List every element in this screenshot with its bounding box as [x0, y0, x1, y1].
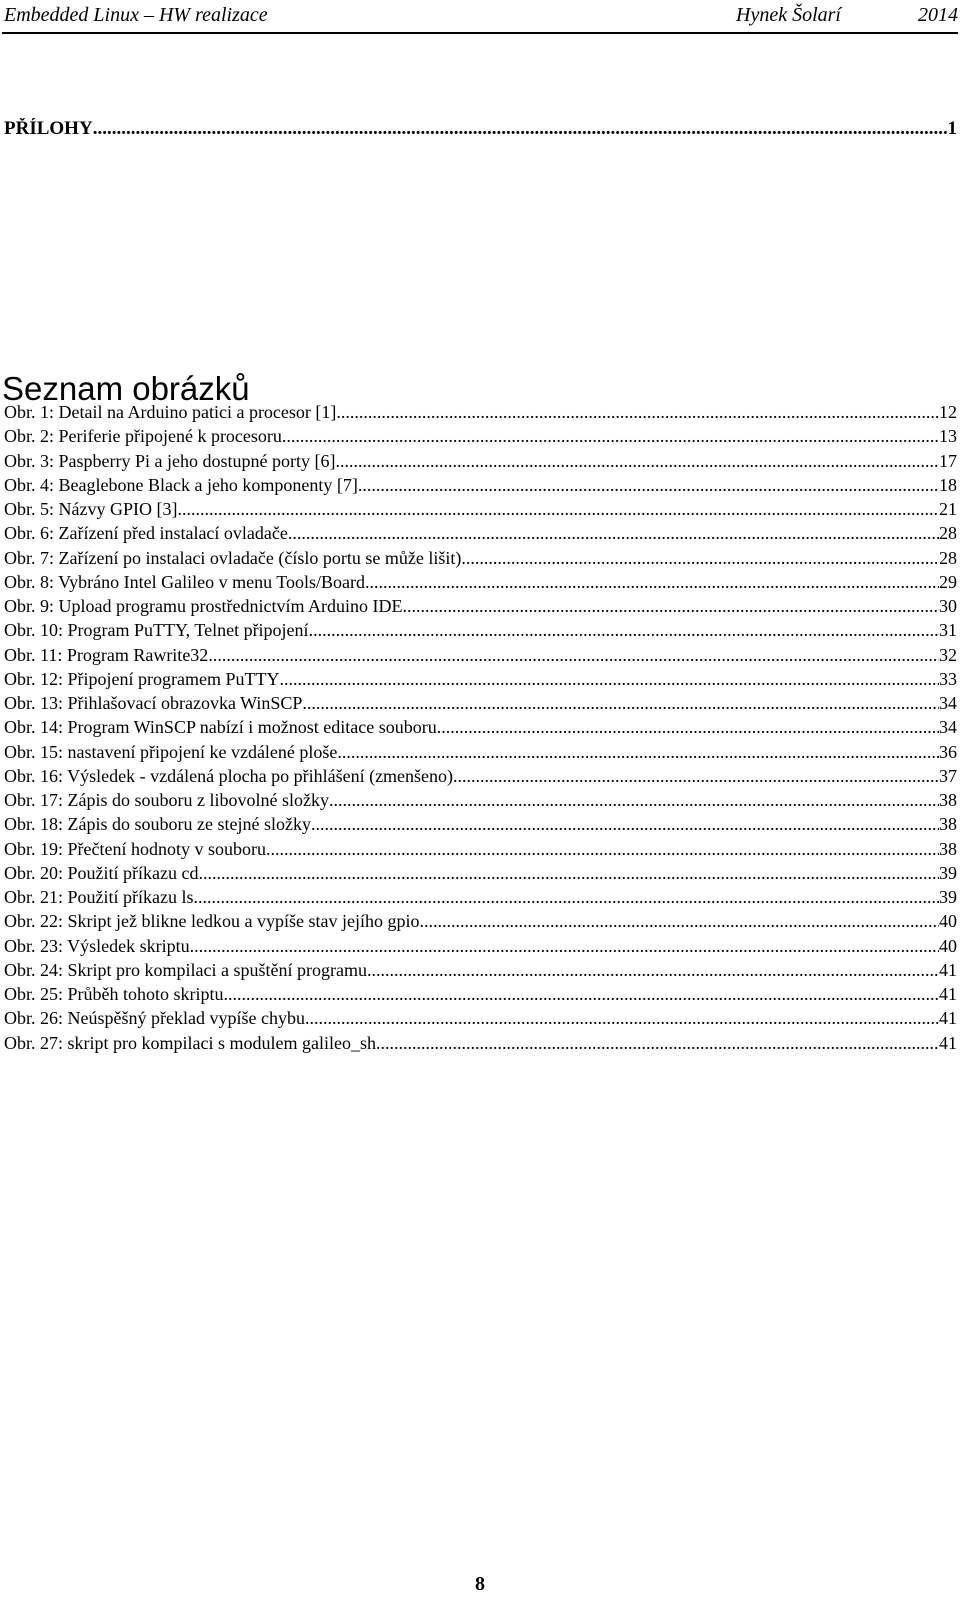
header-author: Hynek Šolarí: [736, 4, 841, 26]
figure-entry-page: 41: [939, 1008, 957, 1029]
dot-leader: [302, 691, 939, 715]
dot-leader: [358, 473, 939, 497]
figure-entry[interactable]: [4, 812, 957, 836]
figure-entry-label: Obr. 9: Upload programu prostřednictvím Arduino IDE: [4, 596, 403, 616]
dot-leader: [266, 837, 939, 861]
figure-entry-page: 38: [939, 790, 957, 810]
figure-entry-label: Obr. 25: Průběh tohoto skriptu: [4, 984, 224, 1004]
figure-entry-label: Obr. 8: Vybráno Intel Galileo v menu Tools/Board: [4, 571, 366, 592]
dot-leader: [208, 643, 939, 667]
figure-entry-page: 18: [939, 474, 957, 495]
dot-leader: [453, 764, 939, 788]
figure-entry-label: Obr. 7: Zařízení po instalaci ovladače (číslo portu se může lišit): [4, 547, 462, 568]
dot-leader: [402, 594, 939, 618]
figure-entry-page: 28: [939, 547, 957, 568]
section-title: Seznam obrázků: [2, 370, 250, 407]
figure-entry-label: Obr. 14: Program WinSCP nabízí i možnost editace souboru: [4, 717, 437, 738]
figure-entry-page: 40: [939, 911, 957, 932]
figure-entry-page: 41: [939, 984, 957, 1004]
figure-entry-label: Obr. 18: Zápis do souboru ze stejné složky: [4, 814, 311, 835]
figure-entry-label: Obr. 4: Beaglebone Black a jeho komponenty [7]: [4, 474, 358, 495]
dot-leader: [367, 958, 939, 982]
figure-entry-page: 38: [939, 838, 957, 859]
figure-entry[interactable]: [4, 473, 957, 497]
figure-entry[interactable]: [4, 424, 957, 448]
toc-entry-page: 1: [947, 118, 957, 139]
figure-entry-label: Obr. 17: Zápis do souboru z libovolné složky: [4, 790, 329, 810]
figure-entry[interactable]: [4, 521, 957, 545]
dot-leader: [190, 934, 939, 958]
dot-leader: [305, 1006, 939, 1030]
figure-entry-page: 39: [939, 887, 957, 907]
figure-entry-page: 32: [939, 644, 957, 665]
figure-entry[interactable]: [4, 400, 957, 424]
dot-leader: [337, 740, 939, 764]
page-header: [2, 0, 958, 34]
figure-entry[interactable]: [4, 667, 957, 691]
figure-entry-page: 41: [939, 959, 957, 980]
figure-entry[interactable]: [4, 837, 957, 861]
dot-leader: [335, 449, 939, 473]
page-number: 8: [475, 1573, 485, 1595]
figure-entry[interactable]: [4, 570, 957, 594]
figure-entry[interactable]: [4, 643, 957, 667]
dot-leader: [376, 1031, 939, 1055]
figure-entry[interactable]: [4, 764, 957, 788]
figure-entry-label: Obr. 6: Zařízení před instalací ovladače: [4, 523, 288, 544]
figure-entry-label: Obr. 21: Použití příkazu ls: [4, 887, 194, 907]
figure-entry-label: Obr. 3: Paspberry Pi a jeho dostupné porty [6]: [4, 450, 336, 471]
figure-entry-page: 17: [939, 450, 957, 471]
figure-entry-page: 41: [939, 1032, 957, 1053]
figure-entry[interactable]: [4, 740, 957, 764]
figure-entry-page: 12: [939, 402, 957, 422]
figure-entry-page: 29: [939, 571, 957, 592]
figure-entry-page: 37: [939, 765, 957, 786]
figure-entry[interactable]: [4, 885, 957, 909]
figure-entry-page: 30: [939, 596, 957, 616]
dot-leader: [336, 400, 939, 424]
figure-entry-label: Obr. 26: Neúspěšný překlad vypíše chybu: [4, 1008, 305, 1029]
figure-entry[interactable]: [4, 909, 957, 933]
figure-entry-label: Obr. 11: Program Rawrite32: [4, 644, 209, 665]
toc-entry-prilohy[interactable]: [4, 118, 957, 140]
figure-entry-label: Obr. 10: Program PuTTY, Telnet připojení: [4, 620, 309, 641]
figure-entry[interactable]: [4, 958, 957, 982]
figure-entry-label: Obr. 15: nastavení připojení ke vzdálené ploše: [4, 741, 338, 762]
figure-entry-label: Obr. 23: Výsledek skriptu: [4, 935, 190, 956]
dot-leader: [311, 812, 939, 836]
figure-entry[interactable]: [4, 934, 957, 958]
dot-leader: [198, 861, 939, 885]
figure-entry-page: 33: [939, 668, 957, 689]
figure-entry[interactable]: [4, 618, 957, 642]
figure-entry-label: Obr. 27: skript pro kompilaci s modulem galileo_sh: [4, 1032, 376, 1053]
dot-leader: [224, 982, 940, 1006]
toc-entry-label: PŘÍLOHY: [4, 118, 93, 139]
dot-leader: [329, 788, 939, 812]
dot-leader: [279, 667, 939, 691]
figure-entry-label: Obr. 1: Detail na Arduino patici a procesor [1]: [4, 402, 337, 422]
figure-entry[interactable]: [4, 449, 957, 473]
dot-leader: [288, 521, 939, 545]
figure-entry-page: 28: [939, 523, 957, 544]
figure-entry-page: 34: [939, 717, 957, 738]
figure-entry-label: Obr. 24: Skript pro kompilaci a spuštění programu: [4, 959, 367, 980]
figure-entry-page: 39: [939, 862, 957, 883]
figure-entry[interactable]: [4, 861, 957, 885]
figure-entry-page: 13: [939, 426, 957, 447]
figure-entry[interactable]: [4, 497, 957, 521]
dot-leader: [193, 885, 939, 909]
figure-entry-label: Obr. 20: Použití příkazu cd: [4, 862, 199, 883]
figure-entry[interactable]: [4, 691, 957, 715]
figure-entry[interactable]: [4, 715, 957, 739]
header-year: 2014: [918, 4, 958, 26]
figure-entry[interactable]: [4, 1031, 957, 1055]
dot-leader: [93, 118, 948, 140]
figure-entry[interactable]: [4, 788, 957, 812]
figure-entry-label: Obr. 2: Periferie připojené k procesoru: [4, 426, 282, 447]
dot-leader: [365, 570, 939, 594]
figure-entry-page: 40: [939, 935, 957, 956]
figure-entry-page: 38: [939, 814, 957, 835]
figure-entry-page: 21: [939, 499, 957, 519]
figure-entry-label: Obr. 16: Výsledek - vzdálená plocha po přihlášení (zmenšeno): [4, 765, 454, 786]
dot-leader: [419, 909, 939, 933]
figure-entry[interactable]: [4, 982, 957, 1006]
dot-leader: [177, 497, 939, 521]
dot-leader: [309, 618, 939, 642]
figure-list: [0, 400, 960, 1055]
figure-entry-page: 31: [939, 620, 957, 641]
figure-entry[interactable]: [4, 594, 957, 618]
dot-leader: [282, 424, 939, 448]
dot-leader: [437, 715, 939, 739]
figure-entry-page: 36: [939, 741, 957, 762]
dot-leader: [461, 546, 939, 570]
figure-entry-page: 34: [939, 693, 957, 713]
figure-entry-label: Obr. 5: Názvy GPIO [3]: [4, 499, 178, 519]
figure-entry[interactable]: [4, 1006, 957, 1030]
figure-entry-label: Obr. 13: Přihlašovací obrazovka WinSCP: [4, 693, 303, 713]
figure-entry-label: Obr. 12: Připojení programem PuTTY: [4, 668, 280, 689]
figure-entry-label: Obr. 19: Přečtení hodnoty v souboru: [4, 838, 266, 859]
figure-entry-label: Obr. 22: Skript jež blikne ledkou a vypíše stav jejího gpio: [4, 911, 420, 932]
figure-entry[interactable]: [4, 546, 957, 570]
header-title: Embedded Linux – HW realizace: [4, 4, 268, 26]
